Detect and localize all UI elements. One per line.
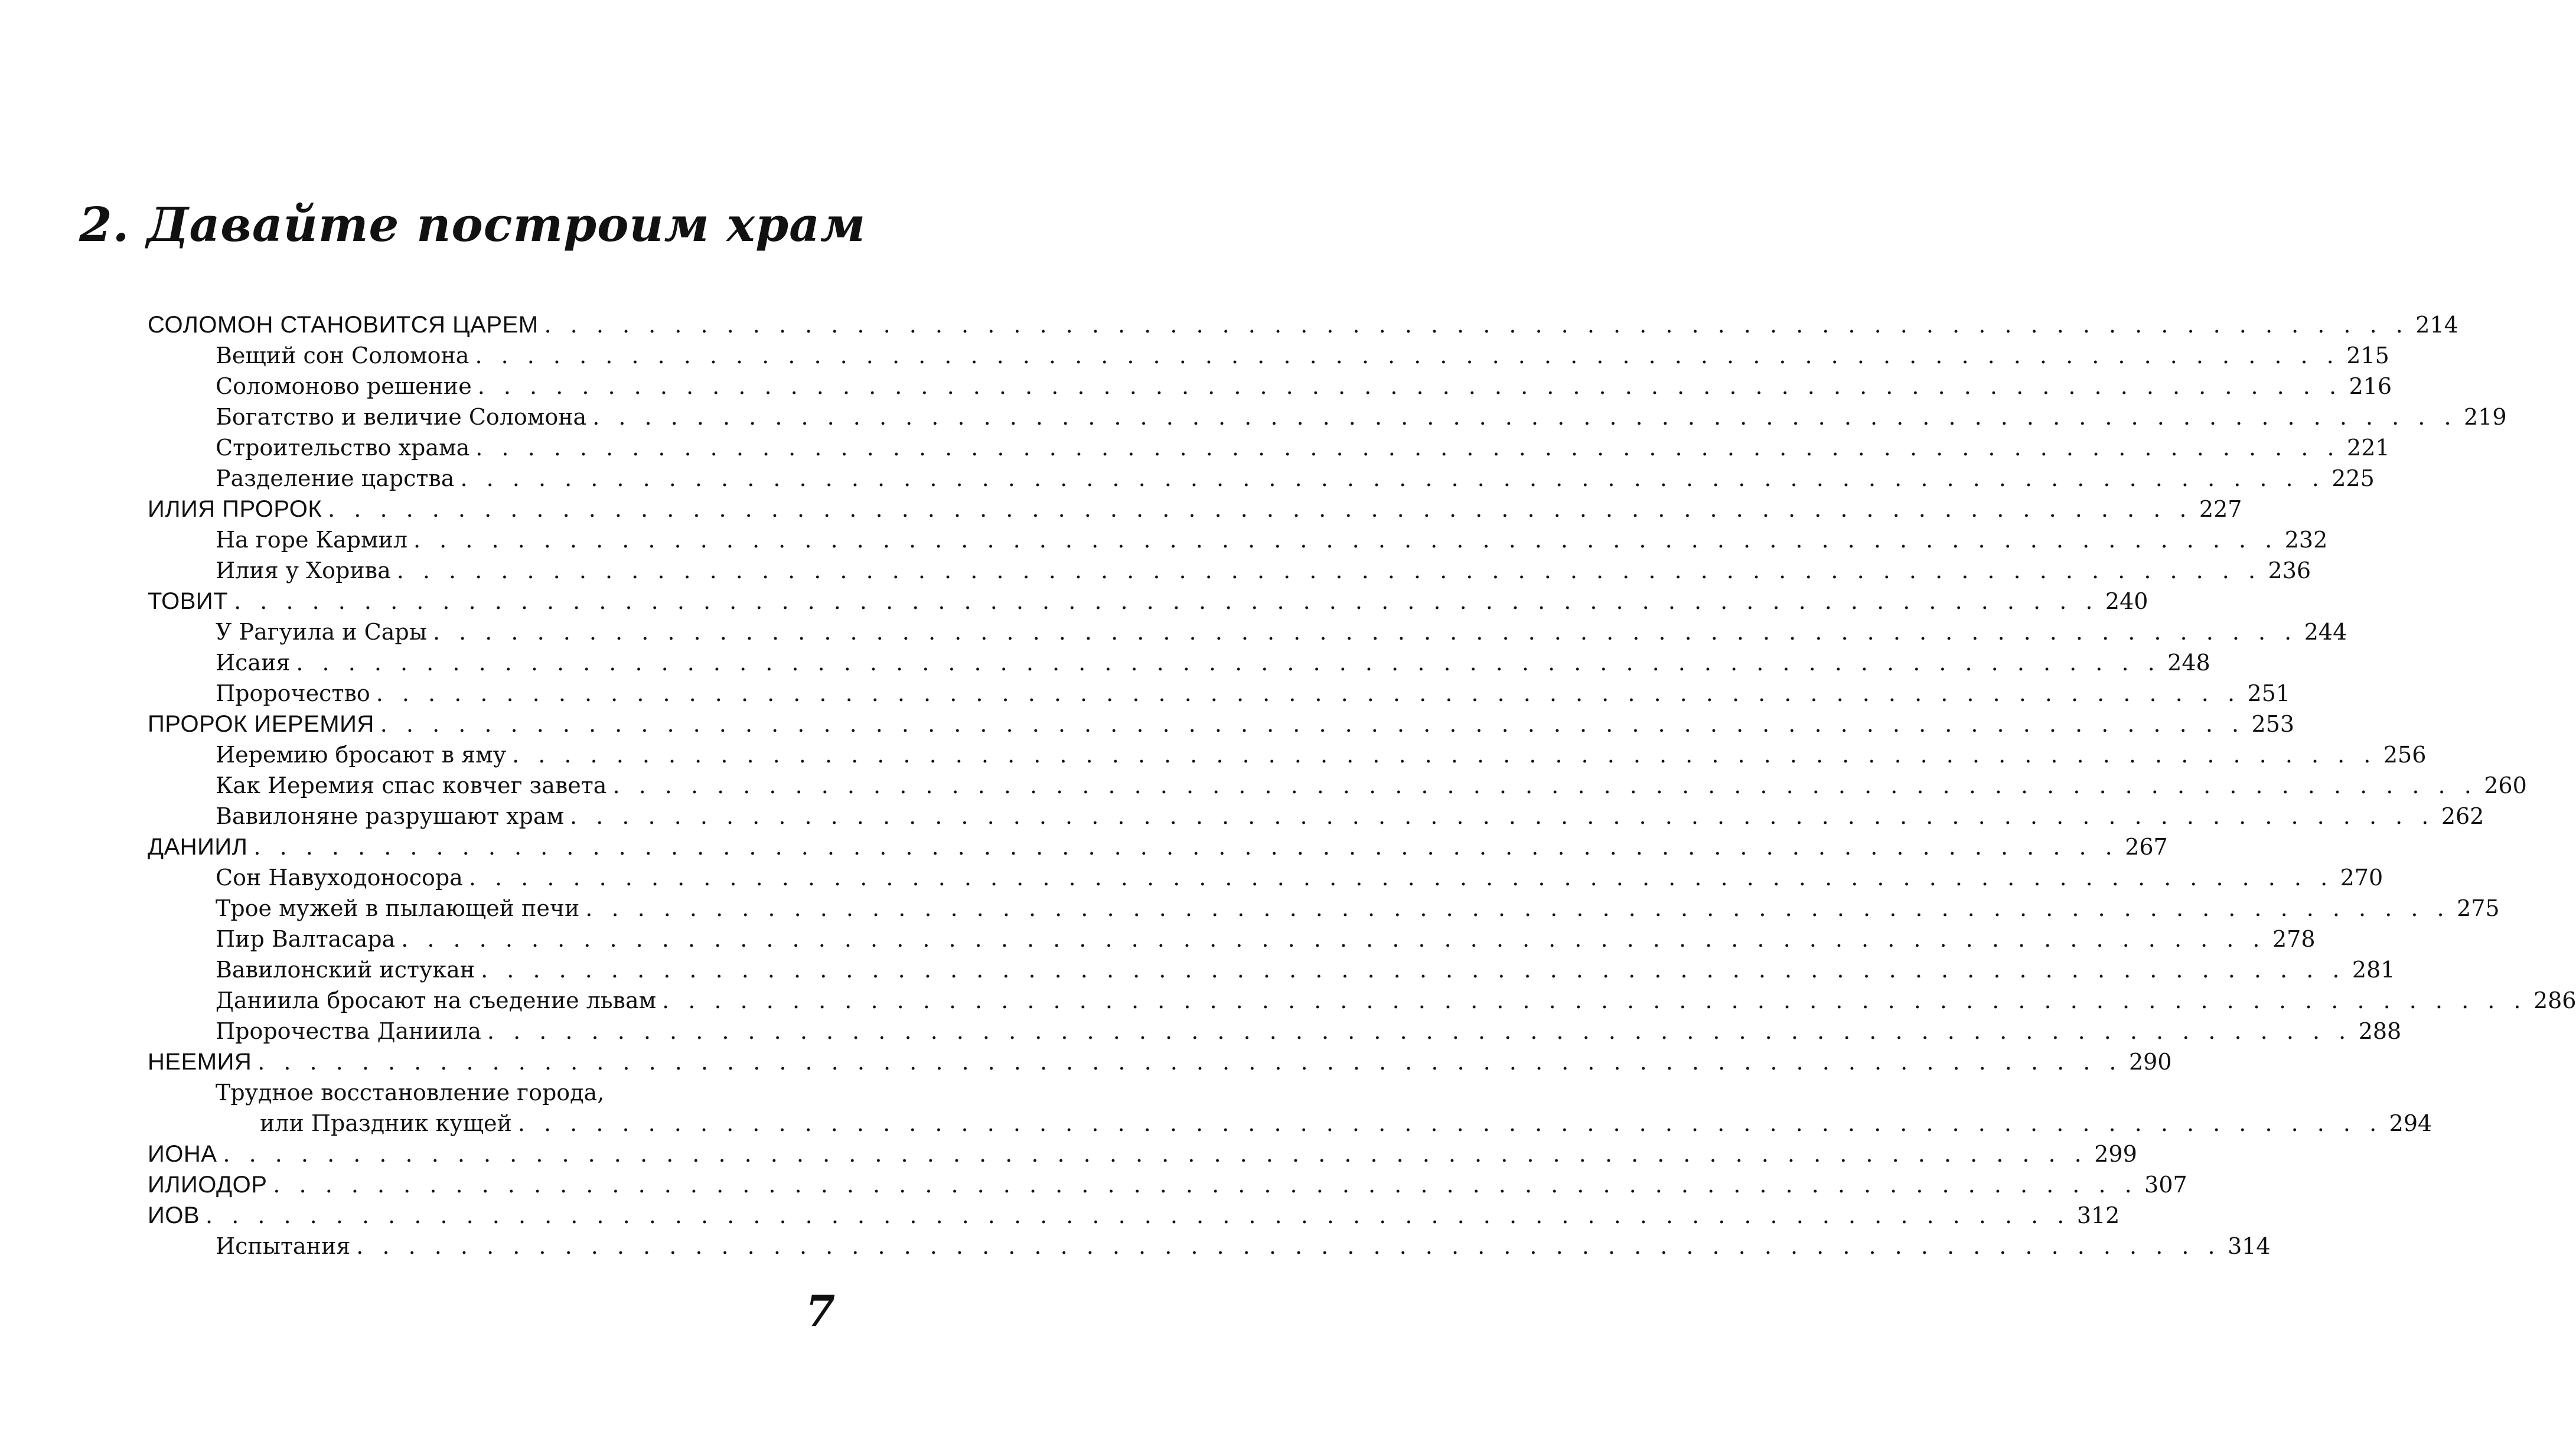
toc-entry-title: ИЛИЯ ПРОРОК bbox=[148, 496, 322, 522]
toc-entry-title: Вещий сон Соломона bbox=[216, 343, 469, 369]
toc-entry[interactable] bbox=[148, 1077, 828, 1108]
toc-entry-title: Трое мужей в пылающей печи bbox=[216, 895, 580, 921]
toc-entry-row bbox=[216, 893, 2500, 924]
toc-leader-dots: . . . . . . . . . . . . . . . . . . . . . . . . . . . . . . . . . . . . . . . . . . . . . . . . . . . . . . . . . . . . . . . . . . . . . . . . bbox=[257, 1049, 2122, 1075]
toc-entry-title: ПРОРОК ИЕРЕМИЯ bbox=[148, 711, 374, 737]
toc-leader-dots: . . . . . . . . . . . . . . . . . . . . . . . . . . . . . . . . . . . . . . . . . . . . . . . . . . . . . . . . . . . . . . . . . . . . . . . . bbox=[396, 558, 2262, 583]
toc-entry[interactable] bbox=[148, 494, 2242, 524]
toc-entry-page: 299 bbox=[2094, 1141, 2137, 1167]
toc-leader-dots: . . . . . . . . . . . . . . . . . . . . . . . . . . . . . . . . . . . . . . . . . . . . . . . . . . . . . . . . . . . . . . . . . . . . . . . . bbox=[512, 742, 2377, 768]
toc-entry-page: 267 bbox=[2125, 834, 2168, 860]
toc-entry-row bbox=[216, 617, 2347, 647]
toc-entry-title: Трудное восстановление города, bbox=[216, 1080, 605, 1106]
toc-entry-page: 214 bbox=[2415, 312, 2458, 338]
toc-entry-page: 288 bbox=[2358, 1018, 2402, 1044]
toc-entry-page: 281 bbox=[2352, 957, 2395, 983]
toc-entry[interactable] bbox=[148, 1016, 2402, 1047]
toc-entry-row bbox=[148, 1200, 2120, 1231]
toc-entry-page: 240 bbox=[2105, 588, 2148, 614]
toc-entry-row bbox=[216, 340, 2389, 371]
toc-entry-title: Пир Валтасара bbox=[216, 926, 396, 952]
toc-entry-row bbox=[216, 678, 2291, 709]
toc-entry-title: Илия у Хорива bbox=[216, 558, 391, 583]
toc-entry-title: ДАНИИЛ bbox=[148, 834, 248, 860]
toc-entry-row bbox=[216, 524, 2328, 555]
toc-entry-page: 253 bbox=[2251, 711, 2295, 737]
toc-entry-title: Исаия bbox=[216, 650, 291, 676]
toc-entry[interactable] bbox=[148, 1108, 2432, 1139]
toc-entry[interactable] bbox=[148, 371, 2392, 402]
toc-entry-title: ИЛИОДОР bbox=[148, 1172, 268, 1198]
toc-leader-dots: . . . . . . . . . . . . . . . . . . . . . . . . . . . . . . . . . . . . . . . . . . . . . . . . . . . . . . . . . . . . . . . . . . . . . . . . bbox=[481, 957, 2346, 983]
toc-entry-title: Пророчество bbox=[216, 680, 370, 706]
toc-entry-title: Даниила бросают на съедение львам bbox=[216, 987, 657, 1013]
toc-entry[interactable] bbox=[148, 463, 2375, 494]
toc-entry-title: ИОНА bbox=[148, 1141, 217, 1167]
toc-entry-page: 248 bbox=[2167, 650, 2210, 676]
toc-leader-dots: . . . . . . . . . . . . . . . . . . . . . . . . . . . . . . . . . . . . . . . . . . . . . . . . . . . . . . . . . . . . . . . . . . . . . . . . bbox=[223, 1141, 2088, 1167]
toc-entry-page: 262 bbox=[2441, 803, 2484, 829]
toc-entry[interactable] bbox=[148, 1139, 2137, 1169]
toc-entry-row bbox=[148, 832, 2168, 862]
toc-entry-page: 290 bbox=[2128, 1049, 2172, 1075]
toc-entry[interactable] bbox=[148, 1200, 2120, 1231]
toc-entry-row bbox=[216, 862, 2383, 893]
toc-entry-title: Богатство и величие Соломона bbox=[216, 404, 587, 430]
toc-entry-row bbox=[216, 463, 2375, 494]
toc-entry-row bbox=[148, 1139, 2137, 1169]
toc-entry-title: Разделение царства bbox=[216, 465, 455, 491]
toc-entry-row bbox=[148, 1169, 2187, 1200]
toc-leader-dots: . . . . . . . . . . . . . . . . . . . . . . . . . . . . . . . . . . . . . . . . . . . . . . . . . . . . . . . . . . . . . . . . . . . . . . . . bbox=[475, 435, 2340, 461]
toc-entry-title: На горе Кармил bbox=[216, 527, 407, 553]
toc-leader-dots: . . . . . . . . . . . . . . . . . . . . . . . . . . . . . . . . . . . . . . . . . . . . . . . . . . . . . . . . . . . . . . . . . . . . . . . . bbox=[662, 987, 2527, 1013]
toc-leader-dots: . . . . . . . . . . . . . . . . . . . . . . . . . . . . . . . . . . . . . . . . . . . . . . . . . . . . . . . . . . . . . . . . . . . . . . . . bbox=[585, 895, 2450, 921]
toc-entry[interactable] bbox=[148, 1047, 2172, 1077]
toc-entry-page: 294 bbox=[2389, 1110, 2432, 1136]
toc-entry-row bbox=[216, 801, 2484, 832]
toc-leader-dots: . . . . . . . . . . . . . . . . . . . . . . . . . . . . . . . . . . . . . . . . . . . . . . . . . . . . . . . . . . . . . . . . . . . . . . . . bbox=[592, 404, 2457, 430]
toc-entry[interactable] bbox=[148, 832, 2168, 862]
toc-entry[interactable] bbox=[148, 985, 2576, 1016]
toc-entry-title: НЕЕМИЯ bbox=[148, 1049, 252, 1075]
toc-leader-dots: . . . . . . . . . . . . . . . . . . . . . . . . . . . . . . . . . . . . . . . . . . . . . . . . . . . . . . . . . . . . . . . . . . . . . . . . bbox=[296, 650, 2161, 676]
toc-leader-dots: . . . . . . . . . . . . . . . . . . . . . . . . . . . . . . . . . . . . . . . . . . . . . . . . . . . . . . . . . . . . . . . . . . . . . . . . bbox=[380, 711, 2245, 737]
toc-entry-row bbox=[216, 555, 2311, 586]
toc-entry-title: СОЛОМОН СТАНОВИТСЯ ЦАРЕМ bbox=[148, 312, 539, 338]
toc-leader-dots: . . . . . . . . . . . . . . . . . . . . . . . . . . . . . . . . . . . . . . . . . . . . . . . . . . . . . . . . . . . . . . . . . . . . . . . . bbox=[468, 865, 2334, 891]
toc-leader-dots: . . . . . . . . . . . . . . . . . . . . . . . . . . . . . . . . . . . . . . . . . . . . . . . . . . . . . . . . . . . . . . . . . . . . . . . . bbox=[432, 619, 2298, 645]
toc-leader-dots: . . . . . . . . . . . . . . . . . . . . . . . . . . . . . . . . . . . . . . . . . . . . . . . . . . . . . . . . . . . . . . . . . . . . . . . . bbox=[376, 680, 2241, 706]
toc-entry-page: 275 bbox=[2457, 895, 2500, 921]
toc-entry-title: Как Иеремия спас ковчег завета bbox=[216, 772, 607, 798]
toc-entry-title: У Рагуила и Сары bbox=[216, 619, 427, 645]
toc-entry[interactable] bbox=[148, 617, 2347, 647]
toc-entry[interactable] bbox=[148, 678, 2291, 709]
toc-entry[interactable] bbox=[148, 770, 2527, 801]
toc-entry-page: 221 bbox=[2347, 435, 2390, 461]
toc-leader-dots: . . . . . . . . . . . . . . . . . . . . . . . . . . . . . . . . . . . . . . . . . . . . . . . . . . . . . . . . . . . . . . . . . . . . . . . . bbox=[475, 343, 2340, 369]
toc-leader-dots: . . . . . . . . . . . . . . . . . . . . . . . . . . . . . . . . . . . . . . . . . . . . . . . . . . . . . . . . . . . . . . . . . . . . . . . . bbox=[273, 1172, 2138, 1198]
toc-entry-row bbox=[216, 770, 2527, 801]
toc-entry[interactable] bbox=[148, 402, 2507, 432]
toc-leader-dots: . . . . . . . . . . . . . . . . . . . . . . . . . . . . . . . . . . . . . . . . . . . . . . . . . . . . . . . . . . . . . . . . . . . . . . . . bbox=[206, 1202, 2070, 1228]
toc-entry[interactable] bbox=[148, 739, 2427, 770]
toc-entry-title: Строительство храма bbox=[216, 435, 470, 461]
toc-entry-row bbox=[148, 1047, 2172, 1077]
toc-entry-row bbox=[216, 647, 2210, 678]
toc-entry-page: 225 bbox=[2332, 465, 2375, 491]
toc-leader-dots: . . . . . . . . . . . . . . . . . . . . . . . . . . . . . . . . . . . . . . . . . . . . . . . . . . . . . . . . . . . . . . . . . . . . . . . . bbox=[253, 834, 2118, 860]
toc-entry-title: Пророчества Даниила bbox=[216, 1018, 481, 1044]
toc-leader-dots: . . . . . . . . . . . . . . . . . . . . . . . . . . . . . . . . . . . . . . . . . . . . . . . . . . . . . . . . . . . . . . . . . . . . . . . . bbox=[487, 1018, 2352, 1044]
chapter-title: 2. Давайте построим храм bbox=[79, 197, 866, 252]
toc-entry[interactable] bbox=[148, 954, 2395, 985]
toc-entry-title: Вавилонский истукан bbox=[216, 957, 475, 983]
toc-entry-title: Испытания bbox=[216, 1233, 351, 1259]
toc-leader-dots: . . . . . . . . . . . . . . . . . . . . . . . . . . . . . . . . . . . . . . . . . . . . . . . . . . . . . . . . . . . . . . . . . . . . . . . . bbox=[413, 527, 2278, 553]
toc-leader-dots: . . . . . . . . . . . . . . . . . . . . . . . . . . . . . . . . . . . . . . . . . . . . . . . . . . . . . . . . . . . . . . . . . . . . . . . . bbox=[517, 1110, 2383, 1136]
toc-entry-page: 227 bbox=[2199, 496, 2242, 522]
toc-entry-row bbox=[148, 709, 2295, 739]
toc-entry-page: 286 bbox=[2533, 987, 2576, 1013]
toc-entry-title: ИОВ bbox=[148, 1202, 200, 1228]
toc-entry-page: 270 bbox=[2340, 865, 2383, 891]
toc-entry[interactable] bbox=[148, 893, 2500, 924]
toc-entry[interactable] bbox=[148, 647, 2210, 678]
toc-leader-dots: . . . . . . . . . . . . . . . . . . . . . . . . . . . . . . . . . . . . . . . . . . . . . . . . . . . . . . . . . . . . . . . . . . . . . . . . bbox=[234, 588, 2099, 614]
toc-entry-page: 215 bbox=[2346, 343, 2389, 369]
toc-entry[interactable] bbox=[148, 1169, 2187, 1200]
toc-leader-dots: . . . . . . . . . . . . . . . . . . . . . . . . . . . . . . . . . . . . . . . . . . . . . . . . . . . . . . . . . . . . . . . . . . . . . . . . bbox=[612, 772, 2477, 798]
toc-entry[interactable] bbox=[148, 1231, 2271, 1261]
toc-entry-row bbox=[148, 586, 2148, 617]
toc-leader-dots: . . . . . . . . . . . . . . . . . . . . . . . . . . . . . . . . . . . . . . . . . . . . . . . . . . . . . . . . . . . . . . . . . . . . . . . . bbox=[356, 1233, 2221, 1259]
toc-entry-page: 219 bbox=[2464, 404, 2507, 430]
toc-entry-page: 232 bbox=[2284, 527, 2328, 553]
toc-leader-dots: . . . . . . . . . . . . . . . . . . . . . . . . . . . . . . . . . . . . . . . . . . . . . . . . . . . . . . . . . . . . . . . . . . . . . . . . bbox=[570, 803, 2435, 829]
toc-entry-page: 278 bbox=[2272, 926, 2316, 952]
toc-entry[interactable] bbox=[148, 524, 2328, 555]
toc-entry-page: 314 bbox=[2228, 1233, 2271, 1259]
toc-entry[interactable] bbox=[148, 709, 2295, 739]
toc-leader-dots: . . . . . . . . . . . . . . . . . . . . . . . . . . . . . . . . . . . . . . . . . . . . . . . . . . . . . . . . . . . . . . . . . . . . . . . . bbox=[328, 496, 2193, 522]
toc-leader-dots: . . . . . . . . . . . . . . . . . . . . . . . . . . . . . . . . . . . . . . . . . . . . . . . . . . . . . . . . . . . . . . . . . . . . . . . . bbox=[477, 373, 2343, 399]
toc-entry-row bbox=[216, 432, 2390, 463]
toc-entry-row bbox=[260, 1108, 2432, 1139]
toc-entry-row bbox=[216, 985, 2576, 1016]
toc-entry-row bbox=[216, 1077, 828, 1108]
toc-entry-row bbox=[216, 924, 2316, 954]
toc-entry[interactable] bbox=[148, 801, 2484, 832]
toc-entry[interactable] bbox=[148, 586, 2148, 617]
toc-entry-page: 307 bbox=[2144, 1172, 2187, 1198]
toc-leader-dots: . . . . . . . . . . . . . . . . . . . . . . . . . . . . . . . . . . . . . . . . . . . . . . . . . . . . . . . . . . . . . . . . . . . . . . . . bbox=[401, 926, 2266, 952]
toc-entry-page: 236 bbox=[2268, 558, 2311, 583]
toc-entry-page: 251 bbox=[2247, 680, 2291, 706]
toc-entry-page: 260 bbox=[2484, 772, 2527, 798]
toc-entry-row bbox=[216, 739, 2427, 770]
toc-entry-row bbox=[148, 309, 2458, 340]
table-of-contents bbox=[148, 309, 2576, 1261]
toc-entry[interactable] bbox=[148, 862, 2383, 893]
toc-entry-row bbox=[216, 1016, 2402, 1047]
toc-entry-title: Вавилоняне разрушают храм bbox=[216, 803, 565, 829]
toc-entry-row bbox=[216, 954, 2395, 985]
toc-entry-page: 216 bbox=[2349, 373, 2392, 399]
toc-entry[interactable] bbox=[148, 924, 2316, 954]
toc-entry[interactable] bbox=[148, 555, 2311, 586]
toc-leader-dots: . . . . . . . . . . . . . . . . . . . . . . . . . . . . . . . . . . . . . . . . . . . . . . . . . . . . . . . . . . . . . . . . . . . . . . . . bbox=[460, 465, 2325, 491]
toc-entry[interactable] bbox=[148, 340, 2389, 371]
toc-entry-title: ТОВИТ bbox=[148, 588, 229, 614]
toc-entry-page: 312 bbox=[2076, 1202, 2120, 1228]
toc-entry-page: 256 bbox=[2383, 742, 2427, 768]
toc-entry[interactable] bbox=[148, 432, 2390, 463]
toc-entry-row bbox=[216, 402, 2507, 432]
toc-entry-title: Сон Навуходоносора bbox=[216, 865, 463, 891]
toc-entry[interactable] bbox=[148, 309, 2458, 340]
toc-leader-dots: . . . . . . . . . . . . . . . . . . . . . . . . . . . . . . . . . . . . . . . . . . . . . . . . . . . . . . . . . . . . . . . . . . . . . . . . bbox=[544, 312, 2409, 338]
toc-entry-row bbox=[148, 494, 2242, 524]
toc-entry-page: 244 bbox=[2304, 619, 2347, 645]
toc-entry-title: или Праздник кущей bbox=[260, 1110, 512, 1136]
page-number: 7 bbox=[806, 1286, 836, 1336]
toc-entry-title: Иеремию бросают в яму bbox=[216, 742, 507, 768]
toc-entry-row bbox=[216, 1231, 2271, 1261]
toc-entry-title: Соломоново решение bbox=[216, 373, 472, 399]
toc-entry-row bbox=[216, 371, 2392, 402]
